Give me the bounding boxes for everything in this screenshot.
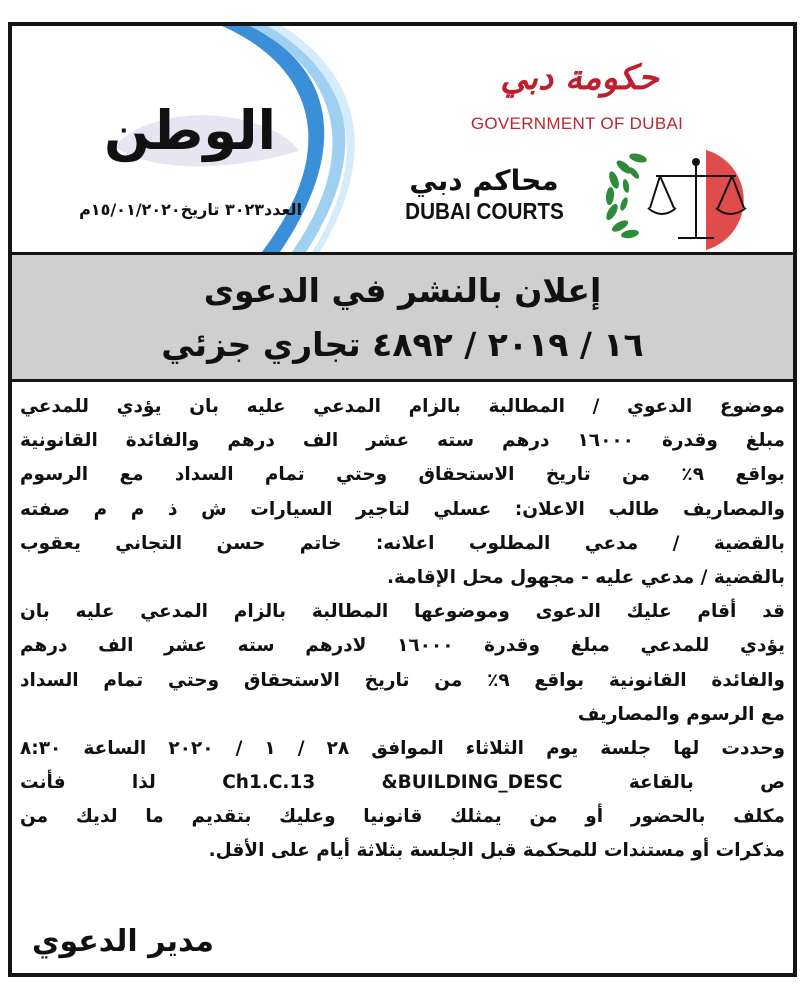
body-line: مع الرسوم والمصاريف [577,703,785,725]
body-line: وحددت لها جلسة يوم الثلاثاء الموافق ٢٨ / ١ / ٢٠٢٠ الساعة ٨:٣٠ [20,737,785,759]
body-line: يؤدي للمدعي مبلغ وقدرة ١٦٠٠٠ لادرهم سته عشر الف درهم [20,635,785,657]
notice-title-banner [12,252,793,382]
government-english-name: GOVERNMENT OF DUBAI [470,114,684,133]
body-line: موضوع الدعوي / المطالبة بالزام المدعي عليه بان يؤدي للمدعي [20,396,785,417]
body-line: والفائدة القانونية بواقع ٩٪ من تاريخ الاستحقاق وحتي تمام السداد [20,669,785,691]
body-line: مكلف بالحضور أو من يمثلك قانونيا وعليك بتقديم ما لديك من [20,806,785,828]
courts-scales-emblem-icon [598,146,788,252]
body-line: مذكرات أو مستندات للمحكمة قبل الجلسة بثلاثة أيام على الأقل. [208,840,785,862]
notice-frame [8,22,797,977]
body-line: بالقضية / مدعي عليه - مجهول محل الإقامة. [387,566,785,588]
body-line: بواقع ٩٪ من تاريخ الاستحقاق وحتي تمام السداد مع الرسوم [20,464,785,486]
newspaper-issue-info: العدد٣٠٢٣ تاريخ١٥/٠١/٢٠٢٠م [79,200,302,219]
courts-english-name: DUBAI COURTS [405,198,564,224]
notice-header [12,26,793,252]
notice-body [20,390,785,869]
courts-arabic-name: محاكم دبي [409,164,559,197]
government-arabic-logo: حكومة دبي [500,58,659,98]
body-line: مبلغ وقدرة ١٦٠٠٠ درهم سته عشر الف درهم والفائدة القانونية [20,430,785,452]
body-line: قد أقام عليك الدعوى وموضوعها المطالبة بالزام المدعي عليه بان [20,601,785,623]
notice-title: إعلان بالنشر في الدعوى [203,271,602,310]
body-line: والمصاريف طالب الاعلان: عسلي لتاجير السيارات ش ذ م م صفته [20,498,785,520]
newspaper-name: الوطن [103,99,277,162]
case-number: ١٦ / ٢٠١٩ / ٤٨٩٢ تجاري جزئي [161,325,644,364]
body-line: ص بالقاعة Ch1.C.13 &BUILDING_DESC لذا فأنت [20,772,785,794]
body-line: بالقضية / مدعي المطلوب اعلانه: خاتم حسن التجاني يعقوب [20,532,785,554]
signature: مدير الدعوي [32,924,214,959]
